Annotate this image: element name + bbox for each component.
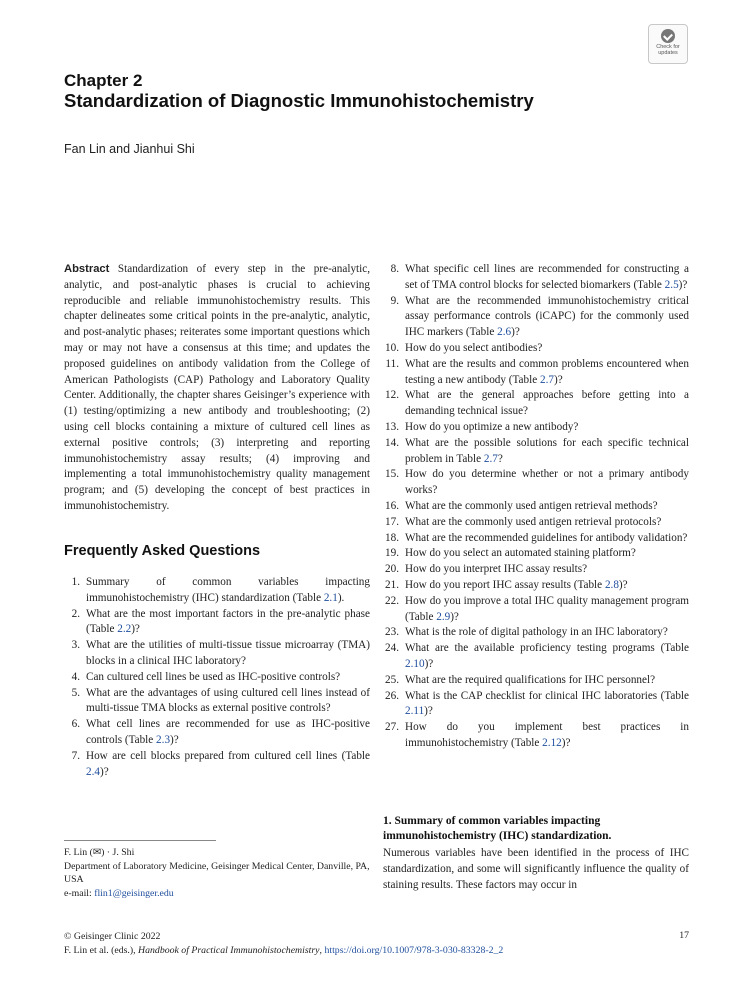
question-text-end: )? (424, 705, 433, 718)
question-text: What are the most important factors in the pre-analytic phase (Table (86, 607, 370, 636)
question-number: 25. (385, 673, 399, 686)
faq-question-item (383, 531, 689, 547)
footnote-email-label: e-mail: (64, 887, 95, 899)
question-number: 24. (385, 642, 399, 655)
question-text: How do you select antibodies? (405, 341, 543, 354)
question-text: What are the possible solutions for each specific technical problem in Table (405, 436, 689, 465)
question-text: What are the advantages of using cultured cell lines instead of multi-tissue TMA blocks as external positive controls? (86, 686, 370, 715)
page-footer (64, 930, 689, 958)
question-text-end: )? (99, 765, 109, 778)
faq-heading: Frequently Asked Questions (64, 543, 261, 559)
question-text: What are the commonly used antigen retrieval protocols? (405, 515, 662, 528)
question-text: How are cell blocks prepared from cultured cell lines (Table (86, 749, 370, 762)
question-text: What are the available proficiency testing programs (Table (405, 642, 689, 655)
question-text: What are the utilities of multi-tissue tissue microarray (TMA) blocks in a clinical IHC laboratory? (86, 639, 370, 667)
table-ref-link[interactable]: 2.10 (405, 657, 425, 670)
question-text: What are the recommended immunohistochemistry critical assay performance controls (iCAPC) for the commonly used IHC markers (Table (405, 294, 689, 339)
question-number: 17. (385, 515, 399, 528)
question-number: 6. (71, 718, 80, 731)
faq-question-item (383, 594, 689, 626)
question-text-end: )? (450, 610, 459, 623)
chapter-title: Standardization of Diagnostic Immunohistochemistry (64, 90, 534, 111)
faq-question-item (64, 638, 370, 670)
citation-prefix: F. Lin et al. (eds.), (64, 945, 139, 956)
question-number: 15. (385, 468, 399, 481)
footnote-affiliation: Department of Laboratory Medicine, Geisinger Medical Center, Danville, PA, USA (64, 860, 370, 885)
question-number: 11. (385, 357, 399, 370)
faq-question-item (64, 749, 370, 781)
question-text: What are the commonly used antigen retrieval methods? (405, 499, 658, 512)
question-text: What cell lines are recommended for use as IHC-positive controls (Table (86, 718, 370, 746)
question-list-right (383, 262, 689, 752)
question-text: How do you optimize a new antibody? (405, 420, 579, 433)
abstract-text: Standardization of every step in the pre-analytic, analytic, and post-analytic phases is crucial to achieving reproducible and reliable immunohistochemistry results. This chapter delineates some critical points in the pre-analytic, analytic, and post-analytic phases; reiterates some important questions which may or may not have a consensus at this time; and updates the proposed guidelines on antibody validation from the College of American Pathologists (CAP) Pathology and Laboratory Quality Center. Additionally, the chapter shares Geisinger’s experience with (1) testing/optimizing a new antibody and troubleshooting; (2) using cell blocks containing a mixture of cultured cell lines as external positive controls; (3) interpreting and reporting immunohistochemistry assay results; (4) improving and implementing a total immunohistochemistry quality management program; and (5) developing the concept of best practices in immunohistochemistry. (64, 263, 371, 512)
table-ref-link[interactable]: 2.11 (405, 705, 425, 718)
question-number: 9. (390, 294, 399, 307)
table-ref-link[interactable]: 2.8 (604, 578, 619, 591)
footnote-authors: F. Lin (✉) · J. Shi (64, 847, 135, 858)
question-text: What are the required qualifications for IHC personnel? (405, 673, 656, 686)
citation (64, 944, 689, 958)
faq-question-item (383, 341, 689, 357)
question-text: How do you report IHC assay results (Table (405, 578, 605, 591)
question-text: What are the general approaches before getting into a demanding technical issue? (405, 389, 689, 418)
abstract (64, 262, 370, 515)
faq-question-item (383, 546, 689, 562)
table-ref-link[interactable]: 2.6 (497, 326, 512, 339)
question-number: 14. (385, 436, 399, 449)
question-number: 23. (385, 626, 399, 639)
question-text-end: )? (170, 733, 179, 746)
question-list-left (64, 575, 370, 780)
question-number: 21. (385, 578, 399, 591)
section-1-body: Numerous variables have been identified in the process of IHC standardization, and some will significantly influence the quality of staining results. These factors may occur in (383, 847, 689, 891)
faq-question-item (383, 673, 689, 689)
authors: Fan Lin and Jianhui Shi (64, 142, 195, 156)
table-ref-link[interactable]: 2.12 (542, 736, 562, 749)
faq-question-item (383, 467, 689, 499)
question-number: 26. (385, 689, 399, 702)
table-ref-link[interactable]: 2.1 (323, 591, 338, 604)
question-text: What specific cell lines are recommended for constructing a set of TMA control blocks for selected biomarkers (Table (405, 263, 689, 291)
question-text-end: )? (618, 578, 628, 591)
question-text: What is the role of digital pathology in an IHC laboratory? (405, 626, 668, 639)
faq-question-item (383, 294, 689, 341)
question-text-end: )? (561, 736, 571, 749)
faq-question-item (383, 578, 689, 594)
badge-line-2: updates (658, 50, 678, 56)
faq-question-item (64, 717, 370, 749)
faq-question-item (64, 575, 370, 607)
question-text: How do you determine whether or not a primary antibody works? (405, 468, 689, 497)
copyright: © Geisinger Clinic 2022 (64, 931, 161, 942)
faq-question-item (383, 515, 689, 531)
doi-link[interactable]: https://doi.org/10.1007/978-3-030-83328-2_2 (324, 945, 504, 956)
question-text: What is the CAP checklist for clinical IHC laboratories (Table (405, 689, 689, 702)
question-number: 4. (71, 670, 80, 683)
faq-question-item (383, 625, 689, 641)
question-text-end: ). (337, 591, 345, 604)
question-number: 22. (385, 594, 399, 607)
footnote-divider (64, 840, 216, 841)
question-number: 2. (71, 607, 80, 620)
question-number: 16. (385, 499, 399, 512)
question-number: 10. (385, 341, 399, 354)
abstract-label: Abstract (64, 263, 110, 275)
table-ref-link[interactable]: 2.3 (156, 733, 171, 746)
table-ref-link[interactable]: 2.4 (86, 765, 100, 778)
question-text-end: )? (424, 657, 434, 670)
question-text-end: )? (511, 326, 520, 339)
author-footnote (64, 846, 370, 900)
question-number: 1. (71, 576, 80, 588)
faq-question-item (383, 689, 689, 721)
question-text: Can cultured cell lines be used as IHC-positive controls? (86, 670, 341, 683)
faq-question-item (383, 499, 689, 515)
question-text: What are the recommended guidelines for antibody validation? (405, 531, 688, 544)
question-number: 13. (385, 420, 399, 433)
question-number: 18. (385, 531, 399, 544)
badge-line-1: Check for (656, 44, 680, 50)
faq-question-item (383, 420, 689, 436)
question-text: Summary of common variables impacting immunohistochemistry (IHC) standardization (Table (86, 576, 370, 604)
table-ref-link[interactable]: 2.7 (483, 452, 498, 465)
page-number: 17 (679, 930, 689, 941)
question-number: 8. (390, 263, 399, 275)
table-ref-link[interactable]: 2.2 (117, 623, 132, 636)
question-number: 12. (385, 389, 399, 402)
check-for-updates-badge[interactable] (648, 24, 688, 64)
question-number: 5. (71, 686, 80, 699)
question-text-end: ? (497, 452, 503, 465)
table-ref-link[interactable]: 2.9 (436, 610, 451, 623)
question-number: 3. (71, 639, 80, 652)
question-text: How do you interpret IHC assay results? (405, 563, 588, 576)
faq-question-item (383, 562, 689, 578)
faq-question-item (383, 641, 689, 673)
section-1-heading: 1. Summary of common variables impacting immunohistochemistry (IHC) standardization. (383, 815, 612, 842)
question-number: 27. (385, 721, 399, 734)
chapter-label: Chapter 2 (64, 71, 143, 90)
question-text: How do you implement best practices in immunohistochemistry (Table (405, 721, 689, 749)
question-number: 7. (71, 749, 80, 762)
faq-question-item (383, 436, 689, 468)
question-text: How do you improve a total IHC quality management program (Table (405, 594, 689, 623)
question-text: How do you select an automated staining platform? (405, 547, 636, 560)
faq-question-item (64, 686, 370, 718)
faq-question-item (383, 262, 689, 294)
question-number: 20. (385, 563, 399, 576)
email-link[interactable]: flin1@geisinger.edu (94, 887, 174, 899)
faq-question-item (383, 720, 689, 752)
check-circle-icon (661, 29, 675, 43)
question-text-end: )? (678, 278, 688, 291)
faq-question-item (64, 607, 370, 639)
question-number: 19. (385, 547, 399, 560)
footnote-email-line (64, 887, 370, 901)
table-ref-link[interactable]: 2.5 (664, 278, 679, 291)
book-title: Handbook of Practical Immunohistochemistry (138, 945, 320, 956)
faq-question-item (64, 670, 370, 686)
faq-question-item (383, 357, 689, 389)
faq-question-item (383, 388, 689, 420)
citation-separator: , (319, 945, 325, 956)
question-text-end: )? (553, 373, 563, 386)
table-ref-link[interactable]: 2.7 (539, 373, 554, 386)
question-text-end: )? (131, 623, 140, 636)
question-text: What are the results and common problems encountered when testing a new antibody (Table (405, 357, 689, 386)
